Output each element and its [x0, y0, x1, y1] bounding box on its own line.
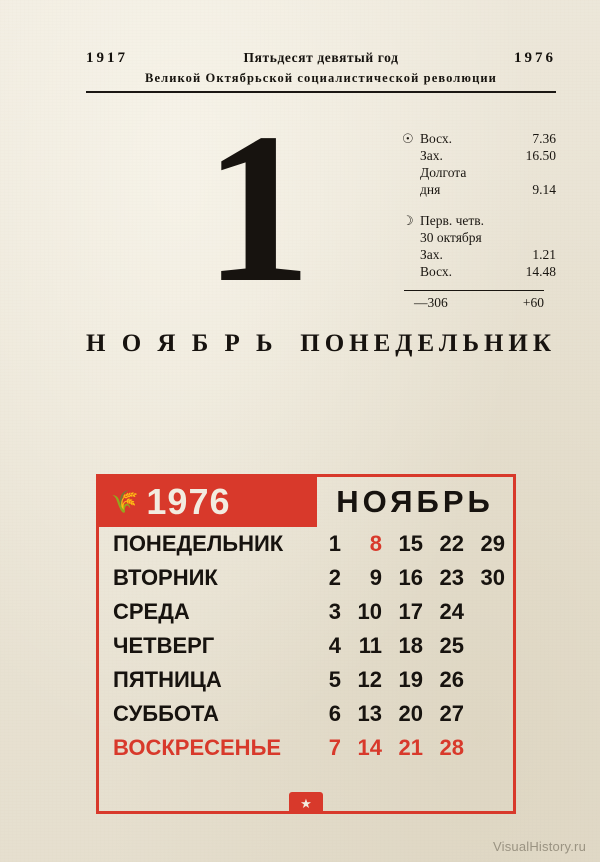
date-cells	[302, 565, 507, 591]
day-block	[86, 88, 556, 333]
moonrise-line	[420, 263, 556, 280]
date-cell: 23	[439, 565, 464, 590]
weekday-label: ВТОРНИК	[113, 565, 218, 590]
weekday-label: ВОСКРЕСЕНЬЕ	[113, 735, 282, 760]
date-cells	[302, 667, 507, 693]
table-row	[113, 565, 507, 599]
moon-phase-date: 30 октября	[420, 230, 482, 245]
date-cell: 1	[328, 531, 341, 556]
moon-icon: ☽	[402, 213, 414, 228]
date-cell-holiday: 28	[439, 735, 464, 760]
weekday-label: ПОНЕДЕЛЬНИК	[113, 531, 284, 556]
date-cells	[302, 599, 507, 625]
table-row	[113, 667, 507, 701]
sun-block	[404, 130, 556, 198]
kremlin-star-icon: ★	[289, 792, 323, 814]
mini-calendar-footer	[99, 792, 513, 814]
watermark: VisualHistory.ru	[492, 839, 586, 854]
header-top-line	[86, 50, 556, 67]
date-cell-empty	[466, 701, 507, 727]
date-cells	[302, 701, 507, 727]
daylength-value: 9.14	[532, 182, 556, 197]
sunrise-line	[420, 130, 556, 147]
date-cell: 18	[398, 633, 423, 658]
sunset-value: 16.50	[525, 148, 556, 163]
date-cell: 4	[328, 633, 341, 658]
mini-calendar	[96, 474, 516, 814]
date-cell: 16	[398, 565, 423, 590]
date-cell-holiday: 21	[398, 735, 423, 760]
moonset-value: 1.21	[532, 247, 556, 262]
weekday-label: ПЯТНИЦА	[113, 667, 222, 692]
moon-phase-label: Перв. четв.	[420, 213, 485, 228]
mini-calendar-year-block	[99, 477, 317, 527]
revolution-subtitle: Великой Октябрьской социалистической революции	[145, 71, 497, 85]
table-row	[113, 701, 507, 735]
moon-block	[404, 212, 556, 280]
date-cell: 13	[357, 701, 382, 726]
daylength-label: Долгота	[420, 165, 467, 180]
moonrise-label: Восх.	[420, 264, 453, 279]
date-cell-holiday: 14	[357, 735, 382, 760]
wheat-ears-icon: 🌾	[111, 489, 137, 514]
date-cell-holiday: 8	[369, 531, 382, 556]
date-cell: 3	[328, 599, 341, 624]
weekday-name: ПОНЕДЕЛЬНИК	[300, 330, 556, 357]
moon-phase-date-line	[420, 229, 556, 246]
date-cell: 30	[480, 565, 505, 590]
mini-calendar-header	[99, 477, 513, 527]
date-cell: 5	[328, 667, 341, 692]
weekday-label: СРЕДА	[113, 599, 190, 624]
date-cell: 22	[439, 531, 464, 556]
date-cell: 6	[328, 701, 341, 726]
date-cell: 17	[398, 599, 423, 624]
mini-calendar-body	[99, 527, 513, 769]
date-cell: 12	[357, 667, 382, 692]
revolution-start-year: 1917	[86, 50, 128, 66]
date-cell-holiday: 7	[328, 735, 341, 760]
date-cell: 10	[357, 599, 382, 624]
date-cells	[302, 633, 507, 659]
weekday-label: ЧЕТВЕРГ	[113, 633, 215, 658]
date-cells	[302, 531, 507, 557]
date-cell-empty	[466, 667, 507, 693]
daylength-label-line	[420, 164, 556, 181]
astro-divider	[404, 290, 544, 291]
days-remaining: —306	[414, 295, 448, 310]
month-name: Н О Я Б Р Ь	[86, 330, 278, 357]
date-cell: 29	[480, 531, 505, 556]
mini-calendar-month: НОЯБРЬ	[336, 484, 494, 519]
date-cell: 9	[369, 565, 382, 590]
date-cell-empty	[466, 599, 507, 625]
day-number: 1	[204, 88, 308, 327]
moonrise-value: 14.48	[525, 264, 556, 279]
sunrise-label: Восх.	[420, 131, 453, 146]
sunset-line	[420, 147, 556, 164]
moon-phase-line	[420, 212, 556, 229]
date-cell: 20	[398, 701, 423, 726]
table-row	[113, 531, 507, 565]
month-weekday-line	[86, 330, 556, 358]
table-row	[113, 633, 507, 667]
date-cell: 26	[439, 667, 464, 692]
weekday-label: СУББОТА	[113, 701, 219, 726]
sun-icon: ☉	[402, 131, 414, 146]
sunrise-value: 7.36	[532, 131, 556, 146]
mini-calendar-year: 1976	[146, 481, 231, 522]
date-cell-empty	[466, 633, 507, 659]
table-row	[113, 735, 507, 769]
days-elapsed: +60	[522, 295, 544, 310]
astronomical-info	[404, 130, 556, 311]
date-cell: 24	[439, 599, 464, 624]
daylength-sublabel: дня	[420, 182, 441, 197]
date-cell: 27	[439, 701, 464, 726]
current-year: 1976	[513, 50, 556, 66]
sunset-label: Зах.	[420, 148, 443, 163]
header-divider	[86, 91, 556, 93]
date-cell-empty	[466, 735, 507, 761]
moonset-label: Зах.	[420, 247, 443, 262]
daylength-line	[420, 181, 556, 198]
date-cell: 2	[328, 565, 341, 590]
date-cell: 15	[398, 531, 423, 556]
moonset-line	[420, 246, 556, 263]
anniversary-header	[86, 50, 556, 93]
day-count-totals	[404, 294, 544, 311]
date-cell: 19	[398, 667, 423, 692]
date-cells	[302, 735, 507, 761]
date-cell: 11	[358, 633, 382, 658]
date-cell: 25	[439, 633, 464, 658]
anniversary-text: Пятьдесят девятый год	[243, 50, 399, 65]
table-row	[113, 599, 507, 633]
